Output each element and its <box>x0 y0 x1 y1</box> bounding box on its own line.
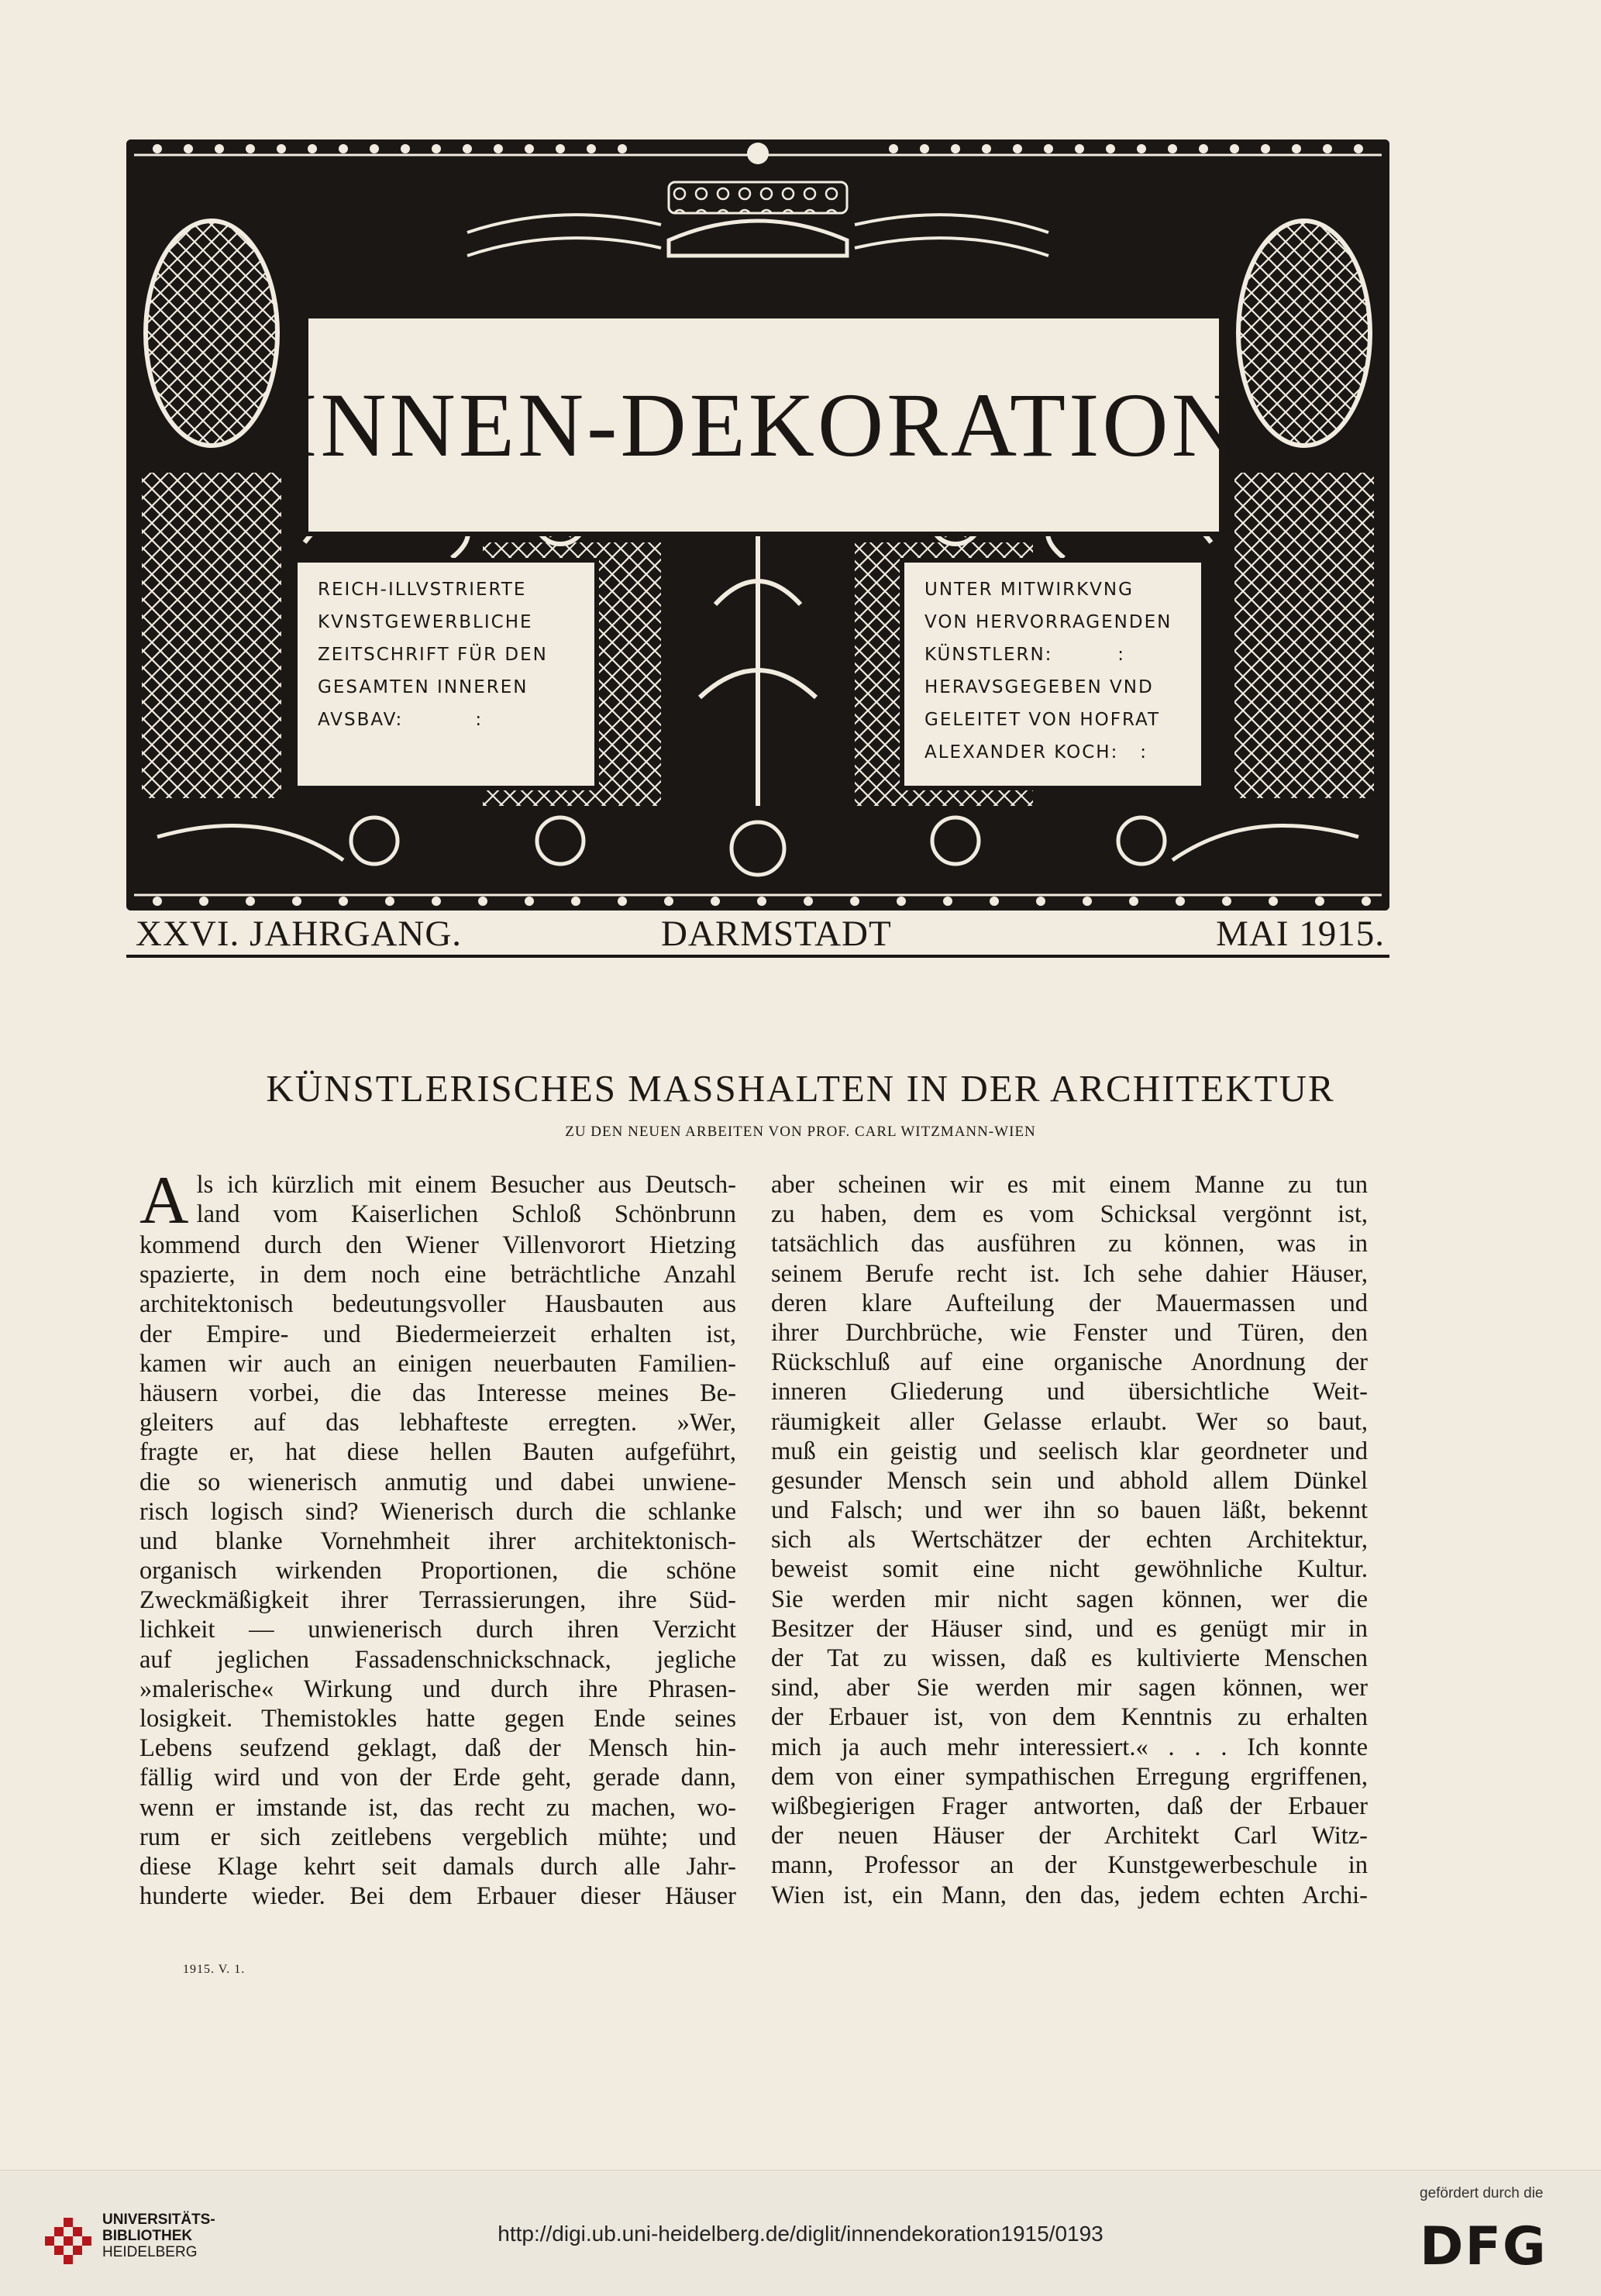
text-line: ihrer Durchbrüche, wie Fenster und Türen, den <box>771 1318 1368 1347</box>
masthead-right-panel <box>900 558 1206 790</box>
text-line: fällig wird und von der Erde geht, gerade dann, <box>139 1764 736 1792</box>
text-line: gleiters auf das lebhafteste erregten. »Wer, <box>139 1409 736 1437</box>
right-panel-line: ALEXANDER KOCH: : <box>924 742 1148 762</box>
funding-label: gefördert durch die <box>1420 2185 1544 2201</box>
text-line: mann, Professor an der Kunstgewerbeschule in <box>771 1851 1368 1880</box>
left-panel-line: GESAMTEN INNEREN <box>318 677 529 697</box>
text-line: der Tat zu wissen, daß es kultivierte Menschen <box>771 1644 1368 1672</box>
text-line: organisch wirkenden Proportionen, die schöne <box>139 1557 736 1585</box>
text-line: Zweckmäßigkeit ihrer Terrassierungen, ihre Süd- <box>139 1586 736 1615</box>
text-line: der Empire- und Biedermeierzeit erhalten ist, <box>139 1320 736 1348</box>
text-line: sich als Wertschätzer der echten Architektur, <box>771 1526 1368 1554</box>
text-line: aber scheinen wir es mit einem Manne zu tun <box>771 1171 1368 1199</box>
text-line: hunderte wieder. Bei dem Erbauer dieser Häuser <box>139 1882 736 1911</box>
volume-label: XXVI. JAHRGANG. <box>136 914 463 954</box>
text-line: Besitzer der Häuser sind, und es genügt mir in <box>771 1614 1368 1643</box>
right-panel-line: KÜNSTLERN: : <box>924 645 1125 665</box>
signature-mark: 1915. V. 1. <box>183 1963 246 1976</box>
masthead-title-panel <box>287 314 1241 536</box>
drop-cap: A <box>139 1170 189 1231</box>
text-line: sind, aber Sie werden mir sagen können, wer <box>771 1674 1368 1702</box>
text-line: architektonisch bedeutungsvoller Hausbauten aus <box>139 1290 736 1319</box>
text-line: muß ein geistig und seelisch klar geordneter und <box>771 1437 1368 1465</box>
text-line: kamen wir auch an einigen neuerbauten Familien- <box>139 1349 736 1378</box>
text-line: inneren Gliederung und übersichtliche Weit- <box>771 1378 1368 1406</box>
text-line: land vom Kaiserlichen Schloß Schönbrunn <box>196 1200 736 1229</box>
left-panel-line: KVNSTGEWERBLICHE <box>318 612 533 632</box>
text-line: die so wienerisch anmutig und dabei unwiene- <box>139 1468 736 1496</box>
text-line: der neuen Häuser der Architekt Carl Witz- <box>771 1822 1368 1850</box>
text-line: ls ich kürzlich mit einem Besucher aus Deutsch- <box>196 1171 736 1199</box>
text-line: lichkeit — unwienerisch durch ihren Verzicht <box>139 1616 736 1644</box>
left-column <box>139 1170 736 1911</box>
article-subtitle: ZU DEN NEUEN ARBEITEN VON PROF. CARL WITZMANN-WIEN <box>565 1124 1036 1140</box>
magazine-title: INNEN-DEKORATION <box>287 373 1241 476</box>
right-column <box>771 1170 1368 1910</box>
left-column-body <box>139 1231 736 1911</box>
left-panel-line: REICH-ILLVSTRIERTE <box>318 580 527 600</box>
library-name-line: HEIDELBERG <box>102 2244 198 2260</box>
right-panel-line: UNTER MITWIRKVNG <box>924 580 1134 600</box>
place-label: DARMSTADT <box>661 914 892 954</box>
right-panel-line: VON HERVORRAGENDEN <box>924 612 1172 632</box>
text-line: räumigkeit aller Gelasse erlaubt. Wer so baut, <box>771 1407 1368 1436</box>
text-line: mich ja auch mehr interessiert.« . . . Ich konnte <box>771 1733 1368 1761</box>
text-line: Wien ist, ein Mann, den das, jedem echten Archi- <box>771 1881 1368 1909</box>
article-title: KÜNSTLERISCHES MASSHALTEN IN DER ARCHITEKTUR <box>266 1067 1335 1110</box>
text-line: fragte er, hat diese hellen Bauten aufgeführt, <box>139 1438 736 1467</box>
text-line: häusern vorbei, die das Interesse meines Be- <box>139 1379 736 1407</box>
text-line: gesunder Mensch sein und abhold allem Dünkel <box>771 1466 1368 1495</box>
text-line: rum er sich zeitlebens vergeblich mühte; und <box>139 1823 736 1851</box>
text-line: risch logisch sind? Wienerisch durch die schlanke <box>139 1497 736 1526</box>
left-panel-line: AVSBAV: : <box>318 710 484 730</box>
text-line: wenn er imstande ist, das recht zu machen, wo- <box>139 1793 736 1822</box>
text-line: und blanke Vornehmheit ihrer architektonisch- <box>139 1527 736 1555</box>
library-name-line: UNIVERSITÄTS- <box>102 2212 215 2228</box>
text-line: wißbegierigen Frager antworten, daß der Erbauer <box>771 1792 1368 1820</box>
right-panel-line: HERAVSGEGEBEN VND <box>924 677 1154 697</box>
masthead-left-panel <box>293 558 599 790</box>
text-line: spazierte, in dem noch eine beträchtliche Anzahl <box>139 1261 736 1289</box>
text-line: auf jeglichen Fassadenschnickschnack, jegliche <box>139 1645 736 1674</box>
issue-date: MAI 1915. <box>1216 914 1385 954</box>
right-panel-line: GELEITET VON HOFRAT <box>924 710 1161 730</box>
text-line: seinem Berufe recht ist. Ich sehe dahier Häuser, <box>771 1259 1368 1288</box>
text-line: tatsächlich das ausführen zu können, was in <box>771 1230 1368 1258</box>
text-line: Rückschluß auf eine organische Anordnung der <box>771 1348 1368 1377</box>
text-line: »malerische« Wirkung und durch ihre Phrasen- <box>139 1675 736 1703</box>
text-line: diese Klage kehrt seit damals durch alle Jahr- <box>139 1852 736 1881</box>
dateline <box>126 913 1389 958</box>
text-line: kommend durch den Wiener Villenvorort Hietzing <box>139 1231 736 1259</box>
text-line: und Falsch; und wer ihn so bauen läßt, bekennt <box>771 1496 1368 1525</box>
text-line: losigkeit. Themistokles hatte gegen Ende seines <box>139 1705 736 1733</box>
text-line: zu haben, dem es vom Schicksal vergönnt ist, <box>771 1200 1368 1229</box>
page-url-link[interactable]: http://digi.ub.uni-heidelberg.de/diglit/innendekoration1915/0193 <box>498 2222 1103 2246</box>
text-line: dem von einer sympathischen Erregung ergriffenen, <box>771 1762 1368 1791</box>
library-name-line: BIBLIOTHEK <box>102 2228 193 2244</box>
text-line: deren klare Aufteilung der Mauermassen und <box>771 1289 1368 1317</box>
text-line: Lebens seufzend geklagt, daß der Mensch hin- <box>139 1734 736 1763</box>
text-line: der Erbauer ist, von dem Kenntnis zu erhalten <box>771 1703 1368 1732</box>
masthead-ornament <box>126 139 1389 910</box>
text-line: beweist somit eine nicht gewöhnliche Kultur. <box>771 1555 1368 1584</box>
text-line: Sie werden mir nicht sagen können, wer die <box>771 1585 1368 1613</box>
dfg-logo[interactable]: DFG <box>1420 2216 1548 2277</box>
opening-paragraph <box>139 1170 736 1231</box>
left-panel-line: ZEITSCHRIFT FÜR DEN <box>318 645 548 665</box>
right-column-body <box>771 1170 1368 1910</box>
